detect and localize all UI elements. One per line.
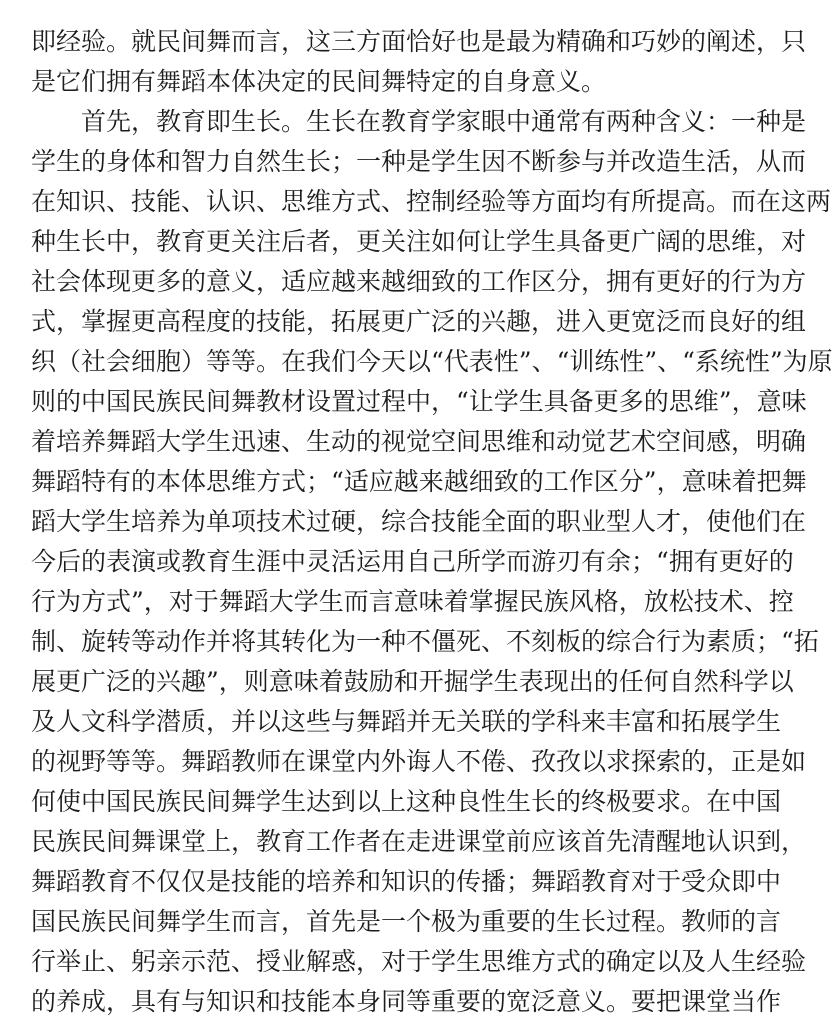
text-line: 社会体现更多的意义，适应越来越细致的工作区分，拥有更好的行为方 — [31, 267, 807, 296]
text-line: 制、旋转等动作并将其转化为一种不僵死、不刻板的综合行为素质；“拓 — [31, 627, 819, 656]
text-line: 则的中国民族民间舞教材设置过程中，“让学生具备更多的思维”，意味 — [31, 387, 807, 416]
text-line: 着培养舞蹈大学生迅速、生动的视觉空间思维和动觉艺术空间感，明确 — [31, 427, 807, 456]
text-line: 首先，教育即生长。生长在教育学家眼中通常有两种含义：一种是 — [81, 107, 807, 136]
text-line: 行举止、躬亲示范、授业解惑，对于学生思维方式的确定以及人生经验 — [31, 947, 807, 976]
text-line: 展更广泛的兴趣”，则意味着鼓励和开掘学生表现出的任何自然科学以 — [31, 667, 794, 696]
text-line: 织（社会细胞）等等。在我们今天以“代表性”、“训练性”、“系统性”为原 — [31, 347, 833, 376]
text-line: 式，掌握更高程度的技能，拓展更广泛的兴趣，进入更宽泛而良好的组 — [31, 307, 807, 336]
text-line: 即经验。就民间舞而言，这三方面恰好也是最为精确和巧妙的阐述，只 — [31, 27, 807, 56]
text-line: 及人文科学潜质，并以这些与舞蹈并无关联的学科来丰富和拓展学生 — [31, 707, 782, 736]
text-line: 学生的身体和智力自然生长；一种是学生因不断参与并改造生活，从而 — [31, 147, 807, 176]
text-line: 是它们拥有舞蹈本体决定的民间舞特定的自身意义。 — [31, 67, 607, 96]
text-line: 舞蹈教育不仅仅是技能的培养和知识的传播；舞蹈教育对于受众即中 — [31, 867, 782, 896]
text-line: 种生长中，教育更关注后者，更关注如何让学生具备更广阔的思维，对 — [31, 227, 807, 256]
text-line: 行为方式”，对于舞蹈大学生而言意味着掌握民族风格，放松技术、控 — [31, 587, 794, 616]
text-line: 的视野等等。舞蹈教师在课堂内外诲人不倦、孜孜以求探索的，正是如 — [31, 747, 807, 776]
text-line: 国民族民间舞学生而言，首先是一个极为重要的生长过程。教师的言 — [31, 907, 782, 936]
text-line: 今后的表演或教育生涯中灵活运用自己所学而游刃有余；“拥有更好的 — [31, 547, 794, 576]
text-line: 的养成，具有与知识和技能本身同等重要的宽泛意义。要把课堂当作 — [31, 987, 782, 1016]
text-line: 民族民间舞课堂上，教育工作者在走进课堂前应该首先清醒地认识到， — [31, 827, 807, 856]
text-line: 舞蹈特有的本体思维方式；“适应越来越细致的工作区分”，意味着把舞 — [31, 467, 807, 496]
text-line: 何使中国民族民间舞学生达到以上这种良性生长的终极要求。在中国 — [31, 787, 782, 816]
text-line: 蹈大学生培养为单项技术过硬，综合技能全面的职业型人才，使他们在 — [31, 507, 807, 536]
text-line: 在知识、技能、认识、思维方式、控制经验等方面均有所提高。而在这两 — [31, 187, 832, 216]
